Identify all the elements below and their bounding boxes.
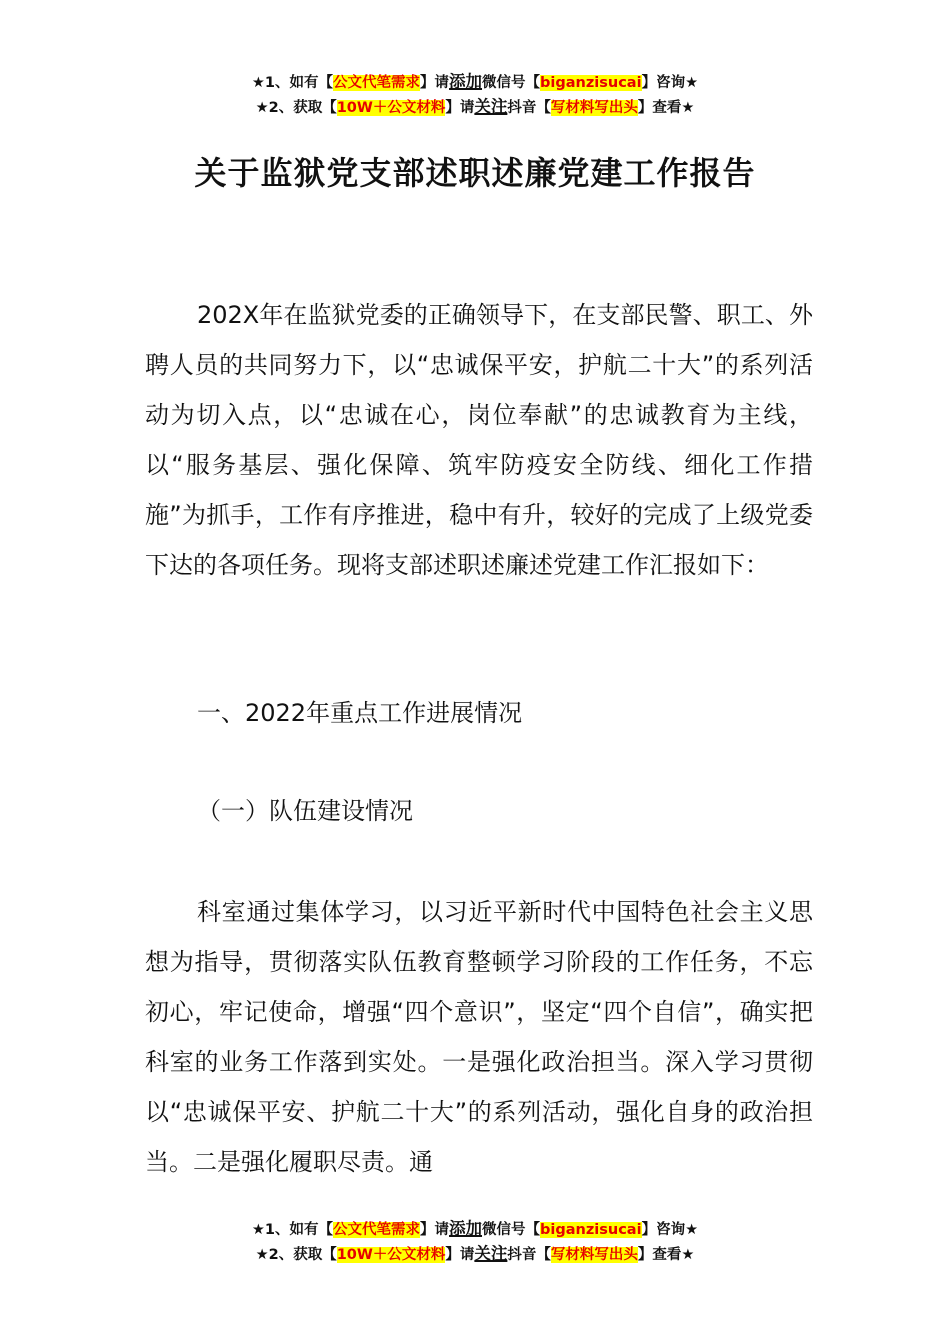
banner-text: 】咨询 <box>641 1222 686 1238</box>
banner-text: 抖音【 <box>507 100 551 116</box>
douyin-highlight: 写材料写出头 <box>550 100 638 116</box>
wechat-id-highlight: biganzisucai <box>540 75 642 91</box>
banner-text: 】请 <box>420 1222 450 1238</box>
service-highlight: 公文代笔需求 <box>333 1222 421 1238</box>
add-emphasis: 添加 <box>449 72 483 91</box>
banner-line-1 <box>0 70 950 95</box>
star-icon: ★ <box>681 100 695 116</box>
paragraph-intro: 202X年在监狱党委的正确领导下，在支部民警、职工、外聘人员的共同努力下，以“忠诚保平安，护航二十大”的系列活动为切入点，以“忠诚在心，岗位奉献”的忠诚教育为主线，以“服务基层、强化保障、筑牢防疫安全防线、细化工作措施”为抓手，工作有序推进，稳中有升，较好的完成了上级党委下达的各项任务。现将支部述职述廉述党建工作汇报如下： <box>145 301 813 579</box>
service-highlight: 公文代笔需求 <box>333 75 421 91</box>
star-icon: ★ <box>685 75 699 91</box>
banner-text: 】请 <box>445 100 475 116</box>
footer-banner <box>0 1217 950 1267</box>
paragraph-team-building: 科室通过集体学习，以习近平新时代中国特色社会主义思想为指导，贯彻落实队伍教育整顿学习阶段的工作任务，不忘初心，牢记使命，增强“四个意识”，坚定“四个自信”，确实把科室的业务工作落到实处。一是强化政治担当。深入学习贯彻以“忠诚保平安、护航二十大”的系列活动，强化自身的政治担当。二是强化履职尽责。通 <box>145 898 813 1176</box>
banner-text: 】咨询 <box>641 75 686 91</box>
banner-line-2 <box>0 1242 950 1267</box>
banner-text: 】查看 <box>637 1247 682 1263</box>
star-icon: ★ <box>685 1222 699 1238</box>
subsection-heading: （一）队伍建设情况 <box>197 797 413 825</box>
banner-text: 】查看 <box>637 100 682 116</box>
document-title: 关于监狱党支部述职述廉党建工作报告 <box>194 154 756 192</box>
banner-line-1 <box>0 1217 950 1242</box>
star-icon: ★ <box>251 1222 265 1238</box>
banner-text: 】请 <box>445 1247 475 1263</box>
star-icon: ★ <box>255 1247 269 1263</box>
banner-text: 1、如有【 <box>264 75 334 91</box>
star-icon: ★ <box>251 75 265 91</box>
banner-line-2 <box>0 95 950 120</box>
star-icon: ★ <box>681 1247 695 1263</box>
materials-highlight: 10W＋公文材料 <box>336 100 446 116</box>
add-emphasis: 添加 <box>449 1219 483 1238</box>
banner-text: 微信号【 <box>482 75 541 91</box>
banner-text: 抖音【 <box>507 1247 551 1263</box>
wechat-id-highlight: biganzisucai <box>540 1222 642 1238</box>
follow-emphasis: 关注 <box>474 1244 508 1263</box>
banner-text: 2、获取【 <box>268 1247 337 1263</box>
banner-text: 微信号【 <box>482 1222 541 1238</box>
follow-emphasis: 关注 <box>474 97 508 116</box>
banner-text: 1、如有【 <box>264 1222 334 1238</box>
star-icon: ★ <box>255 100 269 116</box>
materials-highlight: 10W＋公文材料 <box>336 1247 446 1263</box>
header-banner <box>0 70 950 120</box>
section-heading: 一、2022年重点工作进展情况 <box>197 699 523 727</box>
douyin-highlight: 写材料写出头 <box>550 1247 638 1263</box>
banner-text: 】请 <box>420 75 450 91</box>
banner-text: 2、获取【 <box>268 100 337 116</box>
